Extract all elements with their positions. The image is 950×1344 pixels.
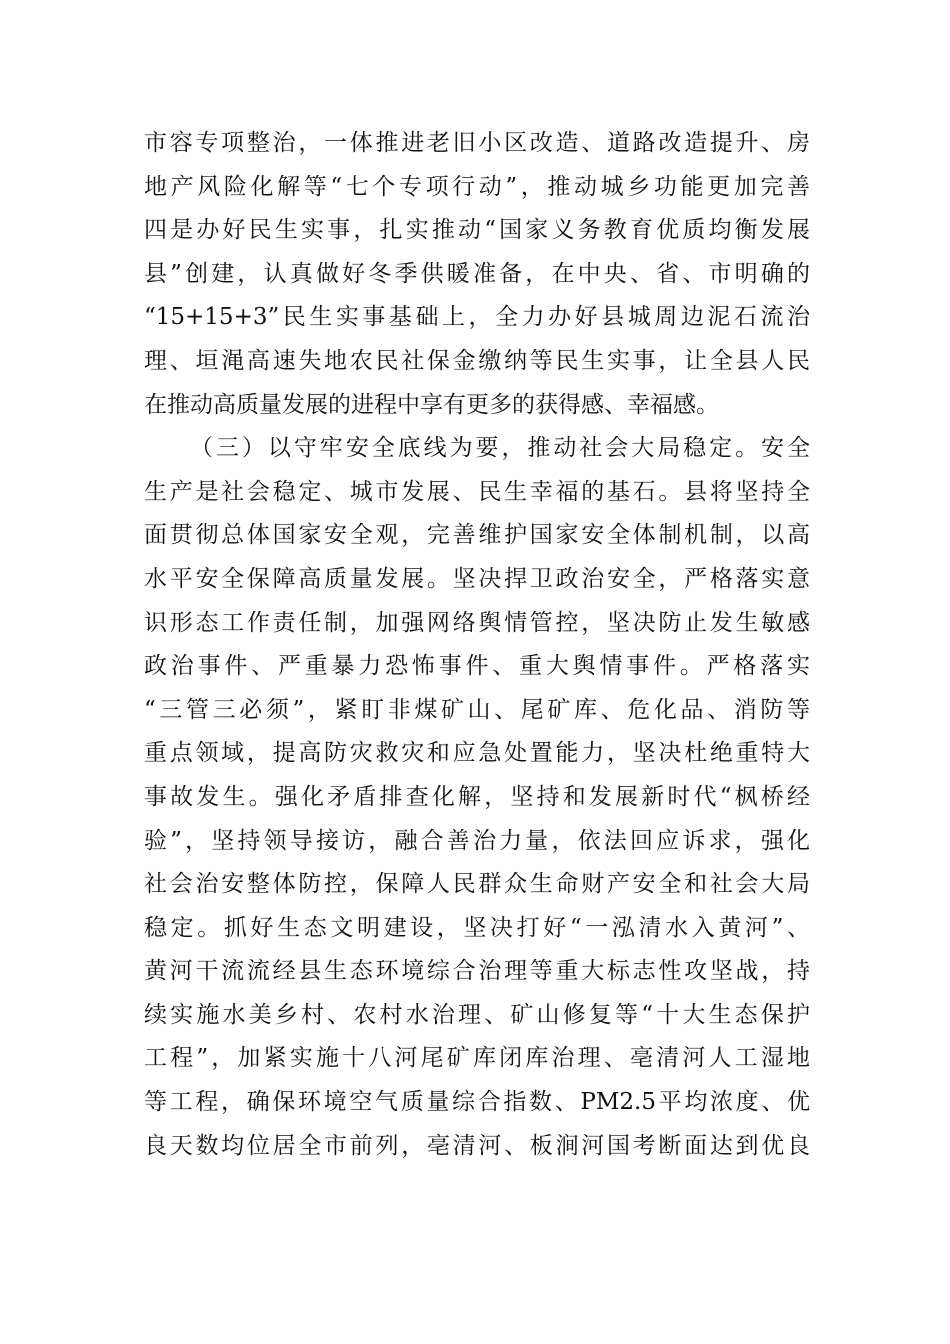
text-line: 地产风险化解等“七个专项行动”，推动城乡功能更加完善 <box>144 173 810 200</box>
text-line: 面贯彻总体国家安全观，完善维护国家安全体制机制，以高 <box>144 522 810 549</box>
text-line: 稳定。抓好生态文明建设，坚决打好“一泓清水入黄河”、 <box>144 914 810 941</box>
text-line: 续实施水美乡村、农村水治理、矿山修复等“十大生态保护 <box>144 1001 810 1028</box>
text-line: 等工程，确保环境空气质量综合指数、PM2.5平均浓度、优 <box>144 1089 810 1116</box>
text-line: 工程”，加紧实施十八河尾矿库闭库治理、亳清河人工湿地 <box>144 1045 810 1072</box>
text-line: “三管三必须”，紧盯非煤矿山、尾矿库、危化品、消防等 <box>144 696 810 723</box>
text-line: 识形态工作责任制，加强网络舆情管控，坚决防止发生敏感 <box>144 609 810 636</box>
text-line: “15+15+3”民生实事基础上，全力办好县城周边泥石流治 <box>144 304 810 331</box>
text-line: 四是办好民生实事，扎实推动“国家义务教育优质均衡发展 <box>144 217 810 244</box>
text-line: 在推动高质量发展的进程中享有更多的获得感、幸福感。 <box>144 391 719 418</box>
section-heading-line: （三）以守牢安全底线为要，推动社会大局稳定。安全 <box>190 435 810 462</box>
body-text <box>144 122 810 1168</box>
text-line: 验”，坚持领导接访，融合善治力量，依法回应诉求，强化 <box>144 827 810 854</box>
text-line: 生产是社会稳定、城市发展、民生幸福的基石。县将坚持全 <box>144 478 810 505</box>
text-line: 事故发生。强化矛盾排查化解，坚持和发展新时代“枫桥经 <box>144 783 810 810</box>
text-line: 水平安全保障高质量发展。坚决捍卫政治安全，严格落实意 <box>144 565 810 592</box>
text-line: 县”创建，认真做好冬季供暖准备，在中央、省、市明确的 <box>144 260 810 287</box>
text-line: 市容专项整治，一体推进老旧小区改造、道路改造提升、房 <box>144 130 810 156</box>
text-line: 良天数均位居全市前列，亳清河、板涧河国考断面达到优良 <box>144 1132 810 1159</box>
text-line: 社会治安整体防控，保障人民群众生命财产安全和社会大局 <box>144 871 810 898</box>
text-line: 理、垣渑高速失地农民社保金缴纳等民生实事，让全县人民 <box>144 347 810 374</box>
text-line: 政治事件、严重暴力恐怖事件、重大舆情事件。严格落实 <box>144 653 810 680</box>
text-line: 黄河干流流经县生态环境综合治理等重大标志性攻坚战，持 <box>144 958 810 985</box>
text-line: 重点领域，提高防灾救灾和应急处置能力，坚决杜绝重特大 <box>144 740 810 767</box>
